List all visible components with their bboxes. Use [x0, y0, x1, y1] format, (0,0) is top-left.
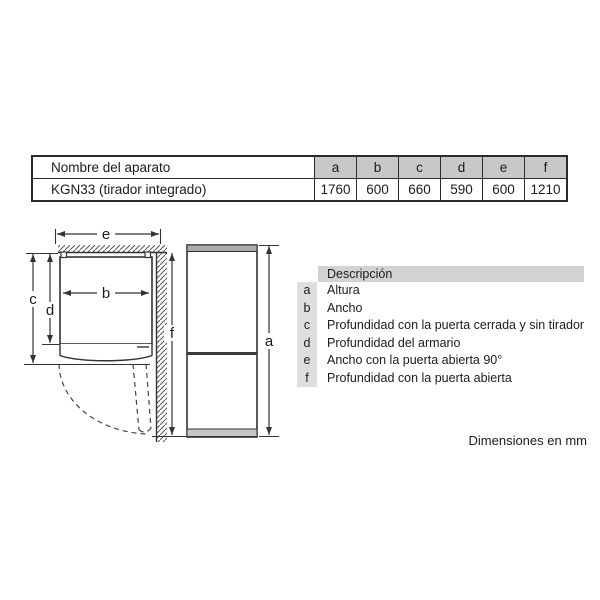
legend-key: c	[297, 317, 317, 335]
legend-text: Ancho	[327, 300, 363, 315]
dim-value-c: 660	[399, 179, 441, 202]
legend-key: d	[297, 335, 317, 353]
legend-key: a	[297, 282, 317, 300]
dim-header-e: e	[483, 156, 525, 179]
legend-row-a	[297, 282, 587, 300]
dim-value-a: 1760	[315, 179, 357, 202]
label-a: a	[264, 333, 274, 350]
legend-key: e	[297, 352, 317, 370]
dim-header-b: b	[357, 156, 399, 179]
dim-header-d: d	[441, 156, 483, 179]
units-note: Dimensiones en mm	[468, 433, 587, 448]
dim-value-b: 600	[357, 179, 399, 202]
label-d: d	[45, 302, 55, 319]
top-view-cabinet	[60, 252, 152, 361]
table-name-header: Nombre del aparato	[32, 156, 315, 179]
legend-row-d	[297, 335, 587, 353]
door-swing-arc	[59, 364, 151, 434]
legend-text: Ancho con la puerta abierta 90°	[327, 353, 503, 367]
compartment-divider	[187, 352, 257, 355]
dim-value-f: 1210	[525, 179, 568, 202]
dim-header-f: f	[525, 156, 568, 179]
legend-list	[297, 266, 587, 387]
legend-row-e	[297, 352, 587, 370]
legend-key: f	[297, 370, 317, 388]
legend-row-c	[297, 317, 587, 335]
dim-value-d: 590	[441, 179, 483, 202]
appliance-top-strip	[187, 245, 257, 252]
label-f: f	[169, 325, 175, 342]
legend-row-b	[297, 300, 587, 318]
legend-text: Altura	[327, 283, 360, 297]
label-e: e	[101, 226, 111, 243]
legend-text: Profundidad con la puerta abierta	[327, 370, 512, 385]
hinge-left	[61, 252, 67, 258]
front-view-appliance	[187, 245, 257, 437]
legend-header: Descripción	[318, 266, 584, 282]
legend-text: Profundidad con la puerta cerrada y sin tirador	[327, 318, 585, 332]
hinge-right	[145, 252, 151, 258]
model-name-cell: KGN33 (tirador integrado)	[32, 179, 315, 202]
legend-row-f	[297, 370, 587, 388]
label-b: b	[101, 285, 111, 302]
label-c: c	[29, 291, 37, 308]
legend-key: b	[297, 300, 317, 318]
dim-value-e: 600	[483, 179, 525, 202]
dim-header-c: c	[399, 156, 441, 179]
dim-header-a: a	[315, 156, 357, 179]
legend-text: Profundidad del armario	[327, 335, 461, 350]
appliance-bottom-strip	[187, 429, 257, 437]
